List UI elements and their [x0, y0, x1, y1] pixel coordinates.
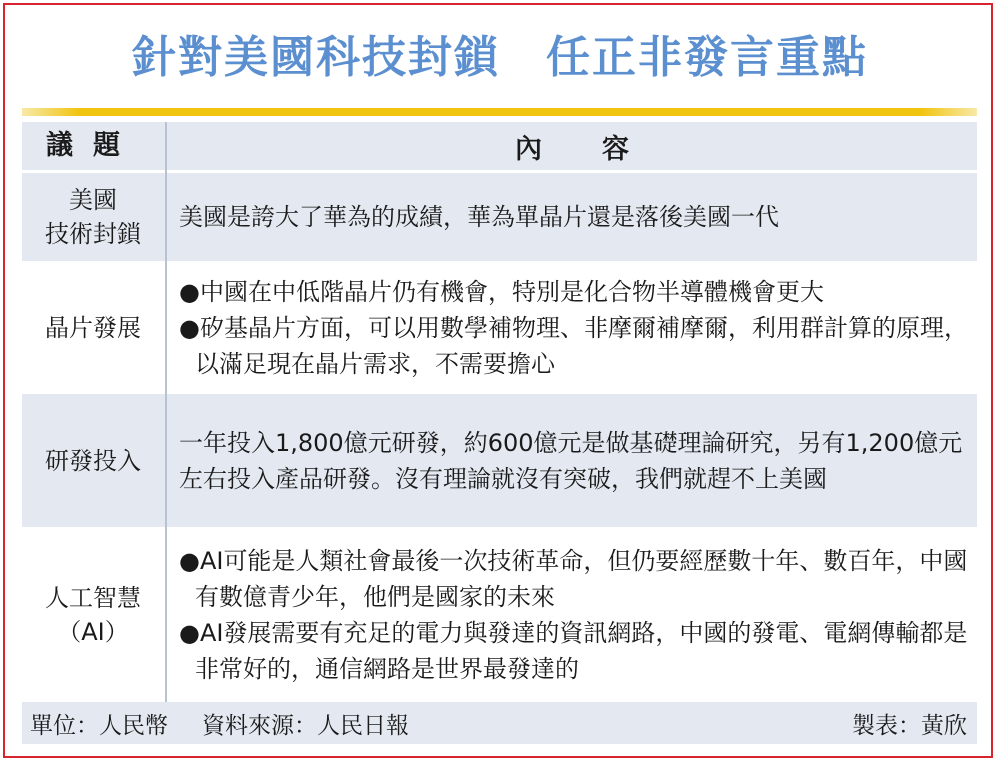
topic-line: 研發投入	[45, 446, 141, 475]
topic-cell	[22, 394, 164, 527]
topic-line: （AI）	[57, 617, 129, 646]
unit-note: 單位：人民幣	[30, 712, 168, 739]
footer-left	[30, 702, 409, 744]
header-content	[167, 122, 977, 170]
content-cell	[167, 394, 977, 527]
column-divider	[165, 122, 167, 702]
maker-note: 製表：黃欣	[852, 712, 967, 739]
header-topic	[22, 122, 164, 170]
header-topic-label: 議題	[46, 130, 140, 161]
topic-cell	[22, 173, 164, 261]
topic-line: 晶片發展	[45, 313, 141, 342]
topic-cell	[22, 527, 164, 702]
source-note: 資料來源：人民日報	[202, 712, 409, 739]
table-footer	[22, 702, 977, 744]
content-text: 一年投入1,800億元研發，約600億元是做基礎理論研究，另有1,200億元左右投入產品研發。沒有理論就沒有突破，我們就趕不上美國	[179, 428, 963, 493]
topic-cell	[22, 261, 164, 394]
graphic-title: 針對美國科技封鎖 任正非發言重點	[132, 32, 868, 83]
bullet-item: ●中國在中低階晶片仍有機會，特別是化合物半導體機會更大	[179, 277, 824, 306]
title-rule	[22, 108, 977, 116]
bullet-item: ●矽基晶片方面，可以用數學補物理、非摩爾補摩爾，利用群計算的原理，以滿足現在晶片需求，不需要擔心	[179, 313, 968, 378]
content-cell	[167, 527, 977, 702]
topic-line: 美國	[69, 186, 117, 214]
content-cell	[167, 261, 977, 394]
bullet-item: ●AI可能是人類社會最後一次技術革命，但仍要經歷數十年、數百年，中國有數億青少年，他們是國家的未來	[179, 546, 968, 611]
topic-line: 人工智慧	[45, 583, 141, 612]
content-cell	[167, 173, 977, 261]
topic-line: 技術封鎖	[45, 220, 141, 248]
bullet-item: ●AI發展需要有充足的電力與發達的資訊網路，中國的發電、電網傳輸都是非常好的，通信網路是世界最發達的	[179, 618, 968, 683]
header-content-label: 內容	[515, 133, 689, 165]
content-text: 美國是誇大了華為的成績，華為單晶片還是落後美國一代	[179, 203, 779, 231]
